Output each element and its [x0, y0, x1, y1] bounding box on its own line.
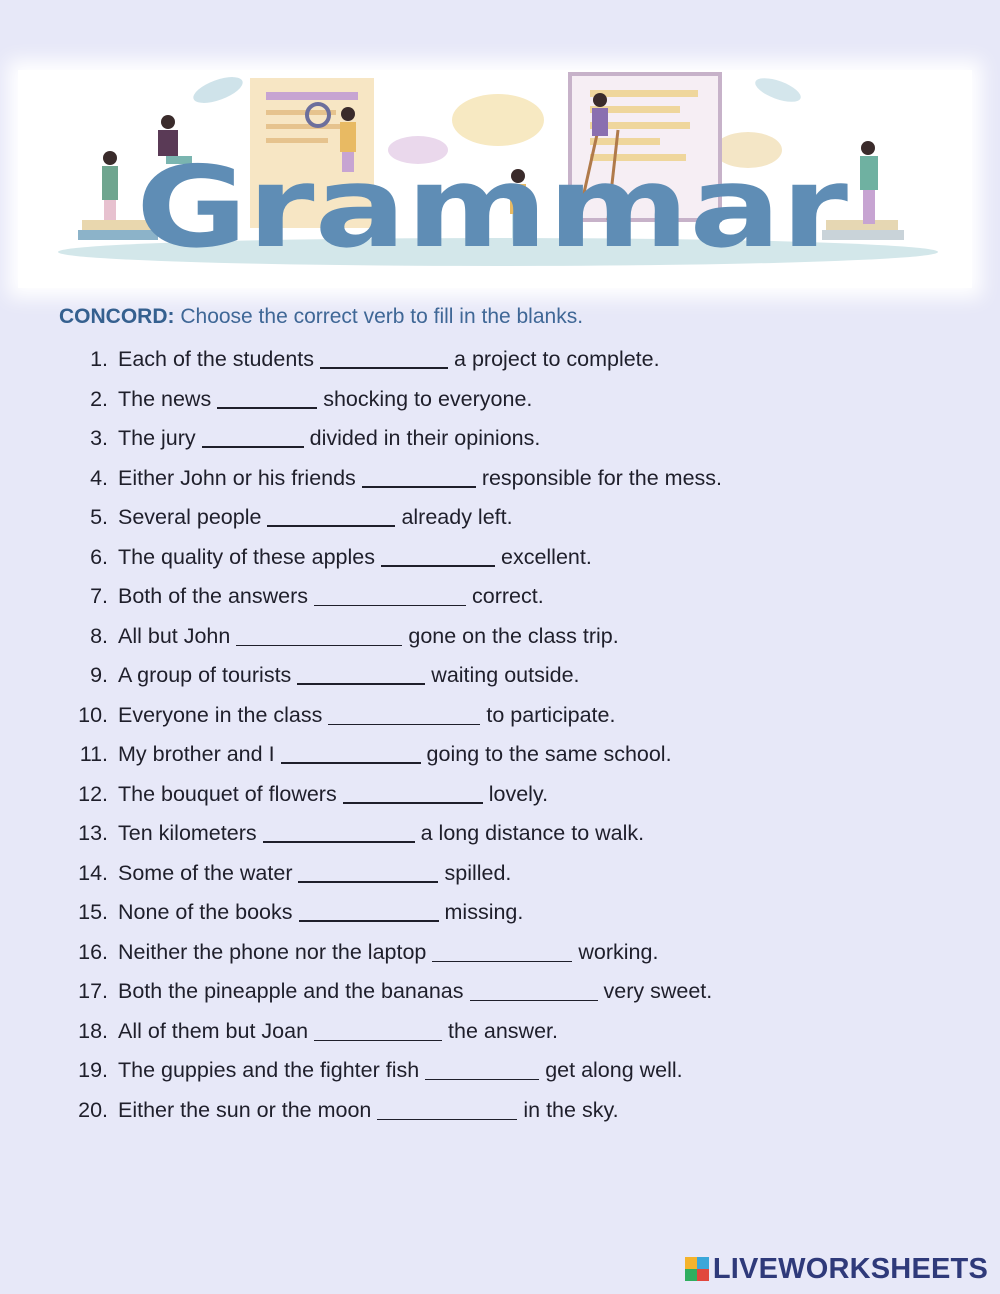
answer-blank[interactable]: [299, 898, 439, 922]
question-item: [58, 419, 938, 459]
question-text-after: in the sky.: [523, 1097, 619, 1122]
question-item: [58, 775, 938, 815]
answer-blank[interactable]: [263, 819, 415, 843]
answer-blank[interactable]: [432, 939, 572, 962]
question-text-after: the answer.: [448, 1018, 558, 1043]
liveworksheets-logo: [685, 1252, 988, 1286]
question-text-before: The news: [118, 386, 212, 411]
question-text-before: Either John or his friends: [118, 465, 356, 490]
question-text-after: a long distance to walk.: [420, 821, 645, 845]
question-number: 9.: [90, 663, 108, 687]
question-text-after: lovely.: [488, 781, 549, 806]
question-number: 6.: [90, 544, 108, 569]
question-item: [58, 854, 938, 894]
question-text-before: Some of the water: [118, 860, 293, 885]
question-text-after: to participate.: [486, 702, 616, 727]
question-item: [58, 1051, 938, 1091]
answer-blank[interactable]: [314, 1018, 442, 1041]
question-text-after: a project to complete.: [454, 347, 660, 371]
question-text-before: My brother and I: [118, 742, 275, 766]
leaf-decoration: [190, 72, 246, 109]
question-item: [58, 814, 938, 854]
answer-blank[interactable]: [362, 464, 476, 488]
question-number: 13.: [78, 821, 108, 845]
question-number: 19.: [78, 1058, 108, 1082]
question-number: 15.: [78, 900, 108, 924]
question-item: [58, 577, 938, 617]
question-item: [58, 972, 938, 1012]
question-text-before: All but John: [118, 623, 231, 648]
question-number: 11.: [79, 742, 108, 766]
question-text-after: already left.: [401, 505, 513, 529]
banner-illustration: [18, 70, 972, 288]
question-text-after: correct.: [472, 584, 544, 608]
grammar-banner: [18, 70, 972, 288]
answer-blank[interactable]: [328, 702, 480, 725]
question-text-before: The quality of these apples: [118, 544, 375, 569]
question-text-before: The guppies and the fighter fish: [118, 1058, 420, 1082]
question-text-before: Either the sun or the moon: [118, 1097, 372, 1122]
question-number: 4.: [90, 465, 108, 490]
answer-blank[interactable]: [202, 424, 304, 448]
question-number: 5.: [90, 505, 108, 529]
question-text-before: Neither the phone nor the laptop: [118, 939, 427, 964]
question-item: [58, 893, 938, 933]
answer-blank[interactable]: [297, 661, 425, 685]
leaf-decoration: [452, 94, 544, 146]
question-text-before: Each of the students: [118, 347, 315, 371]
person-figure: [102, 151, 118, 220]
liveworksheets-icon: [685, 1257, 709, 1281]
question-item: [58, 617, 938, 657]
question-number: 17.: [78, 979, 108, 1003]
answer-blank[interactable]: [470, 978, 598, 1001]
question-text-before: None of the books: [118, 900, 293, 924]
question-text-after: get along well.: [545, 1058, 683, 1082]
question-number: 10.: [78, 702, 108, 727]
answer-blank[interactable]: [298, 859, 438, 883]
question-text-before: Several people: [118, 505, 262, 529]
question-item: [58, 656, 938, 696]
brand-name: LIVEWORKSHEETS: [712, 1252, 988, 1285]
question-text-after: divided in their opinions.: [309, 426, 541, 450]
question-text-before: Everyone in the class: [118, 702, 323, 727]
question-text-after: going to the same school.: [426, 742, 672, 766]
question-number: 3.: [90, 426, 108, 450]
question-item: [58, 380, 938, 420]
question-number: 8.: [90, 623, 108, 648]
instructions-text: Choose the correct verb to fill in the blanks.: [180, 305, 584, 328]
question-text-before: Ten kilometers: [118, 821, 257, 845]
question-number: 18.: [78, 1018, 108, 1043]
instructions: [59, 305, 583, 329]
answer-blank[interactable]: [281, 740, 421, 764]
answer-blank[interactable]: [314, 583, 466, 606]
instructions-label: CONCORD:: [59, 305, 175, 328]
question-number: 14.: [78, 860, 108, 885]
question-text-after: working.: [578, 939, 659, 964]
question-number: 20.: [78, 1097, 108, 1122]
question-text-after: excellent.: [500, 544, 592, 569]
question-item: [58, 735, 938, 775]
answer-blank[interactable]: [217, 385, 317, 409]
question-list: [58, 340, 938, 1130]
question-text-after: gone on the class trip.: [408, 623, 619, 648]
question-text-before: Both the pineapple and the bananas: [118, 979, 464, 1003]
question-item: [58, 538, 938, 578]
question-item: [58, 933, 938, 973]
question-number: 12.: [78, 781, 108, 806]
question-text-before: All of them but Joan: [118, 1018, 309, 1043]
question-text-after: responsible for the mess.: [481, 465, 723, 490]
question-text-before: The jury: [118, 426, 196, 450]
question-number: 16.: [78, 939, 108, 964]
person-figure: [860, 141, 878, 224]
question-number: 2.: [90, 386, 108, 411]
question-text-after: shocking to everyone.: [323, 386, 533, 411]
question-item: [58, 459, 938, 499]
question-item: [58, 1091, 938, 1131]
answer-blank[interactable]: [377, 1097, 517, 1120]
question-number: 1.: [90, 347, 108, 371]
question-text-after: spilled.: [444, 860, 512, 885]
answer-blank[interactable]: [343, 780, 483, 804]
answer-blank[interactable]: [320, 345, 448, 369]
question-text-before: Both of the answers: [118, 584, 309, 608]
question-item: [58, 1012, 938, 1052]
question-text-after: waiting outside.: [431, 663, 580, 687]
question-text-before: The bouquet of flowers: [118, 781, 337, 806]
leaf-decoration: [752, 73, 803, 106]
answer-blank[interactable]: [236, 623, 402, 646]
answer-blank[interactable]: [381, 543, 495, 567]
question-text-after: missing.: [444, 900, 524, 924]
question-text-after: very sweet.: [603, 979, 713, 1003]
question-item: [58, 696, 938, 736]
person-figure: [592, 93, 608, 136]
question-text-before: A group of tourists: [118, 663, 292, 687]
question-item: [58, 340, 938, 380]
banner-title: Grammar: [136, 143, 848, 273]
question-number: 7.: [90, 584, 108, 608]
question-item: [58, 498, 938, 538]
answer-blank[interactable]: [425, 1057, 539, 1080]
answer-blank[interactable]: [267, 503, 395, 527]
